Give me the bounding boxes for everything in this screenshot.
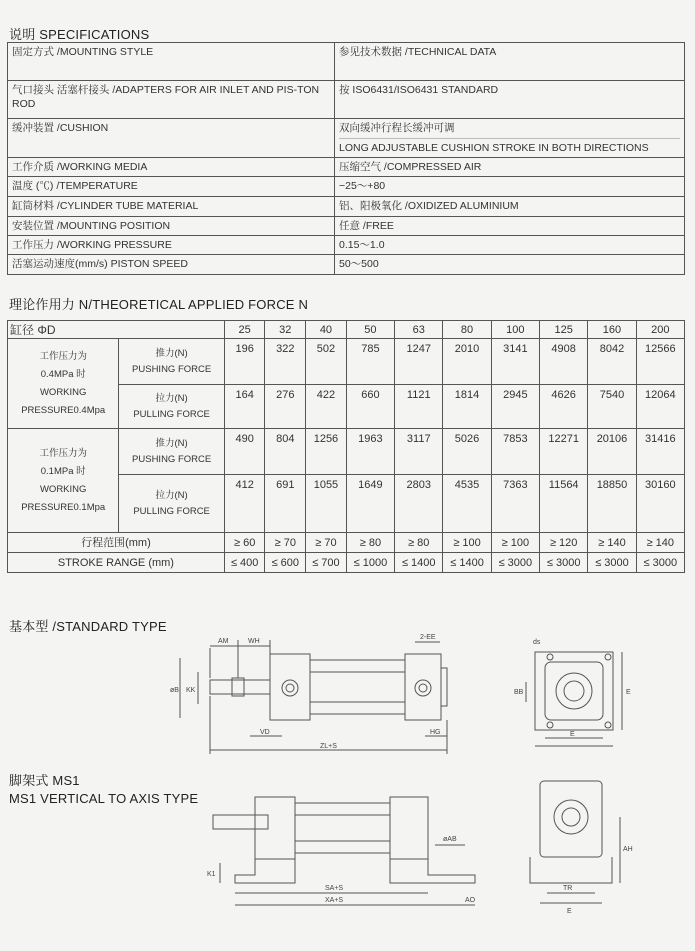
force-value: 4626 — [540, 385, 588, 429]
dim-ab: øAB — [443, 836, 457, 843]
ms1-title-en: MS1 VERTICAL TO AXIS TYPE — [9, 791, 199, 806]
dim-hg: HG — [430, 729, 441, 736]
push-label-line: 推力(N) — [155, 437, 188, 449]
spec-value-line: 参见技术数据 /TECHNICAL DATA — [339, 46, 497, 58]
dim-ah: AH — [623, 846, 633, 853]
push-label-line: 推力(N) — [155, 347, 188, 359]
dim-bb: BB — [514, 689, 524, 696]
cylinder-tube — [310, 660, 405, 714]
stroke-min: ≥ 140 — [636, 533, 684, 553]
force-value: 2803 — [395, 475, 443, 533]
spec-key: 活塞运动速度(mm/s) PISTON SPEED — [8, 255, 335, 275]
dim-e2: E — [626, 689, 631, 696]
push-label-line: PUSHING FORCE — [132, 363, 212, 375]
pressure-group-label-line: 0.4MPa 时 — [40, 368, 86, 380]
bore-value: 80 — [443, 321, 491, 339]
force-value: 1055 — [306, 475, 347, 533]
bore-value: 100 — [491, 321, 539, 339]
pull-label-line: PULLING FORCE — [133, 408, 210, 420]
bore-value: 50 — [346, 321, 394, 339]
spec-value — [335, 158, 685, 177]
dim-ao: AO — [465, 897, 476, 904]
specifications-title: 说明 SPECIFICATIONS — [9, 27, 150, 42]
spec-value — [335, 217, 685, 236]
force-value: 31416 — [636, 429, 684, 475]
spec-key: 工作介质 /WORKING MEDIA — [8, 158, 335, 177]
force-value: 422 — [306, 385, 347, 429]
force-header-row — [8, 321, 685, 339]
dim-tr: TR — [563, 885, 573, 892]
specifications-table — [7, 42, 685, 275]
standard-type-title: 基本型 /STANDARD TYPE — [9, 619, 167, 634]
dim-wh: WH — [248, 638, 260, 645]
spec-value-line: LONG ADJUSTABLE CUSHION STROKE IN BOTH DIRECTIONS — [339, 138, 680, 155]
force-value: 2010 — [443, 339, 491, 385]
spec-value — [335, 255, 685, 275]
force-value: 12566 — [636, 339, 684, 385]
spec-key: 缸筒材料 /CYLINDER TUBE MATERIAL — [8, 197, 335, 217]
spec-row — [8, 197, 685, 217]
bore-value: 200 — [636, 321, 684, 339]
force-value: 11564 — [540, 475, 588, 533]
dim-am: AM — [218, 638, 229, 645]
force-value: 322 — [265, 339, 306, 385]
bore-label: 缸径 ΦD — [8, 321, 225, 339]
spec-key: 安装位置 /MOUNTING POSITION — [8, 217, 335, 236]
pressure-group-label-line: WORKING — [39, 386, 87, 398]
spec-key: 工作压力 /WORKING PRESSURE — [8, 236, 335, 255]
push-label-line: PUSHING FORCE — [132, 453, 212, 465]
force-value: 1963 — [346, 429, 394, 475]
spec-row — [8, 217, 685, 236]
dim-vd: VD — [260, 729, 270, 736]
spec-row — [8, 43, 685, 81]
force-value: 3117 — [395, 429, 443, 475]
spec-row — [8, 177, 685, 197]
spec-key: 气口接头 活塞杆接头 /ADAPTERS FOR AIR INLET AND PIS-TON ROD — [8, 81, 335, 119]
force-row — [8, 339, 685, 385]
spec-value — [335, 197, 685, 217]
pressure-group-label — [8, 339, 119, 429]
force-value: 12064 — [636, 385, 684, 429]
stroke-max: ≤ 3000 — [540, 553, 588, 573]
stroke-min: ≥ 80 — [395, 533, 443, 553]
dim-e1: E — [570, 731, 575, 738]
bore-value: 25 — [224, 321, 265, 339]
bore-value: 32 — [265, 321, 306, 339]
pressure-group-label-line: 工作压力为 — [39, 447, 87, 459]
dim-ds: ds — [533, 639, 541, 646]
stroke-max: ≤ 1400 — [395, 553, 443, 573]
bore-value: 125 — [540, 321, 588, 339]
stroke-max: ≤ 1000 — [346, 553, 394, 573]
force-title: 理论作用力 N/THEORETICAL APPLIED FORCE N — [9, 297, 309, 312]
force-value: 196 — [224, 339, 265, 385]
force-value: 8042 — [588, 339, 636, 385]
force-value: 1121 — [395, 385, 443, 429]
stroke-min: ≥ 140 — [588, 533, 636, 553]
force-value: 30160 — [636, 475, 684, 533]
spec-value-line: 双向缓冲行程长缓冲可调 — [339, 122, 455, 134]
spec-row — [8, 81, 685, 119]
spec-row — [8, 119, 685, 158]
spec-value — [335, 236, 685, 255]
pull-label — [119, 475, 224, 533]
spec-value-line: 50～500 — [339, 258, 379, 270]
stroke-max-row — [8, 553, 685, 573]
spec-value — [335, 177, 685, 197]
bore-value: 160 — [588, 321, 636, 339]
force-row — [8, 429, 685, 475]
piston-rod — [210, 680, 270, 694]
pressure-group-label-line: 0.1MPa 时 — [40, 465, 86, 477]
force-value: 20106 — [588, 429, 636, 475]
dim-xa: XA+S — [325, 897, 344, 904]
force-value: 660 — [346, 385, 394, 429]
stroke-max: ≤ 3000 — [636, 553, 684, 573]
force-value: 1247 — [395, 339, 443, 385]
stroke-max: ≤ 1400 — [443, 553, 491, 573]
push-label — [119, 429, 224, 475]
ms1-type-drawing — [195, 775, 655, 925]
stroke-max: ≤ 700 — [306, 553, 347, 573]
stroke-max: ≤ 3000 — [588, 553, 636, 573]
force-value: 785 — [346, 339, 394, 385]
spec-value-line: 按 ISO6431/ISO6431 STANDARD — [339, 84, 499, 96]
force-value: 412 — [224, 475, 265, 533]
pull-label-line: PULLING FORCE — [133, 505, 210, 517]
spec-value — [335, 43, 685, 81]
standard-type-drawing — [140, 628, 640, 768]
stroke-label-en: STROKE RANGE (mm) — [8, 553, 225, 573]
spec-row — [8, 255, 685, 275]
pressure-group-label — [8, 429, 119, 533]
force-value: 804 — [265, 429, 306, 475]
force-value: 2945 — [491, 385, 539, 429]
bore-value: 40 — [306, 321, 347, 339]
pull-label-line: 拉力(N) — [155, 489, 188, 501]
stroke-min: ≥ 70 — [265, 533, 306, 553]
force-value: 276 — [265, 385, 306, 429]
dim-e: E — [567, 908, 572, 915]
dim-kk: KK — [186, 687, 196, 694]
spec-row — [8, 158, 685, 177]
push-label — [119, 339, 224, 385]
ms1-title-cn: 脚架式 MS1 — [9, 773, 80, 788]
force-value: 7853 — [491, 429, 539, 475]
force-value: 164 — [224, 385, 265, 429]
force-value: 7363 — [491, 475, 539, 533]
stroke-label: 行程范围(mm) — [8, 533, 225, 553]
force-value: 691 — [265, 475, 306, 533]
spec-row — [8, 236, 685, 255]
pressure-group-label-line: PRESSURE0.4Mpa — [21, 404, 106, 416]
force-value: 18850 — [588, 475, 636, 533]
ms1-end-view — [540, 781, 602, 857]
stroke-min: ≥ 100 — [443, 533, 491, 553]
dim-k1: K1 — [207, 871, 216, 878]
stroke-max: ≤ 3000 — [491, 553, 539, 573]
pressure-group-label-line: PRESSURE0.1Mpa — [21, 501, 106, 513]
ms1-piston-rod — [213, 815, 268, 829]
spec-value-line: 0.15～1.0 — [339, 239, 385, 251]
spec-key: 缓冲装置 /CUSHION — [8, 119, 335, 158]
dim-ee: 2-EE — [420, 634, 436, 641]
force-value: 7540 — [588, 385, 636, 429]
pull-label-line: 拉力(N) — [155, 392, 188, 404]
spec-value-line: −25～+80 — [339, 180, 386, 192]
stroke-min: ≥ 80 — [346, 533, 394, 553]
spec-value — [335, 81, 685, 119]
pressure-group-label-line: WORKING — [39, 483, 87, 495]
force-value: 1649 — [346, 475, 394, 533]
spec-key: 固定方式 /MOUNTING STYLE — [8, 43, 335, 81]
force-value: 490 — [224, 429, 265, 475]
stroke-min-row — [8, 533, 685, 553]
force-value: 3141 — [491, 339, 539, 385]
force-value: 4535 — [443, 475, 491, 533]
stroke-max: ≤ 400 — [224, 553, 265, 573]
force-table — [7, 320, 685, 573]
bore-value: 63 — [395, 321, 443, 339]
force-value: 502 — [306, 339, 347, 385]
stroke-min: ≥ 70 — [306, 533, 347, 553]
dim-zl: ZL+S — [320, 743, 337, 750]
spec-value-line: 压缩空气 /COMPRESSED AIR — [339, 161, 482, 173]
dim-ob: øB — [170, 687, 179, 694]
dim-sa: SA+S — [325, 885, 344, 892]
stroke-min: ≥ 100 — [491, 533, 539, 553]
ms1-cylinder-tube — [295, 803, 390, 853]
spec-value-line: 任意 /FREE — [339, 220, 394, 232]
spec-value — [335, 119, 685, 158]
stroke-min: ≥ 60 — [224, 533, 265, 553]
force-value: 4908 — [540, 339, 588, 385]
force-value: 1814 — [443, 385, 491, 429]
force-value: 1256 — [306, 429, 347, 475]
stroke-min: ≥ 120 — [540, 533, 588, 553]
force-value: 12271 — [540, 429, 588, 475]
stroke-max: ≤ 600 — [265, 553, 306, 573]
spec-value-line: 铝、阳极氧化 /OXIDIZED ALUMINIUM — [339, 200, 519, 212]
force-value: 5026 — [443, 429, 491, 475]
spec-key: 温度 (℃) /TEMPERATURE — [8, 177, 335, 197]
pressure-group-label-line: 工作压力为 — [39, 350, 87, 362]
pull-label — [119, 385, 224, 429]
